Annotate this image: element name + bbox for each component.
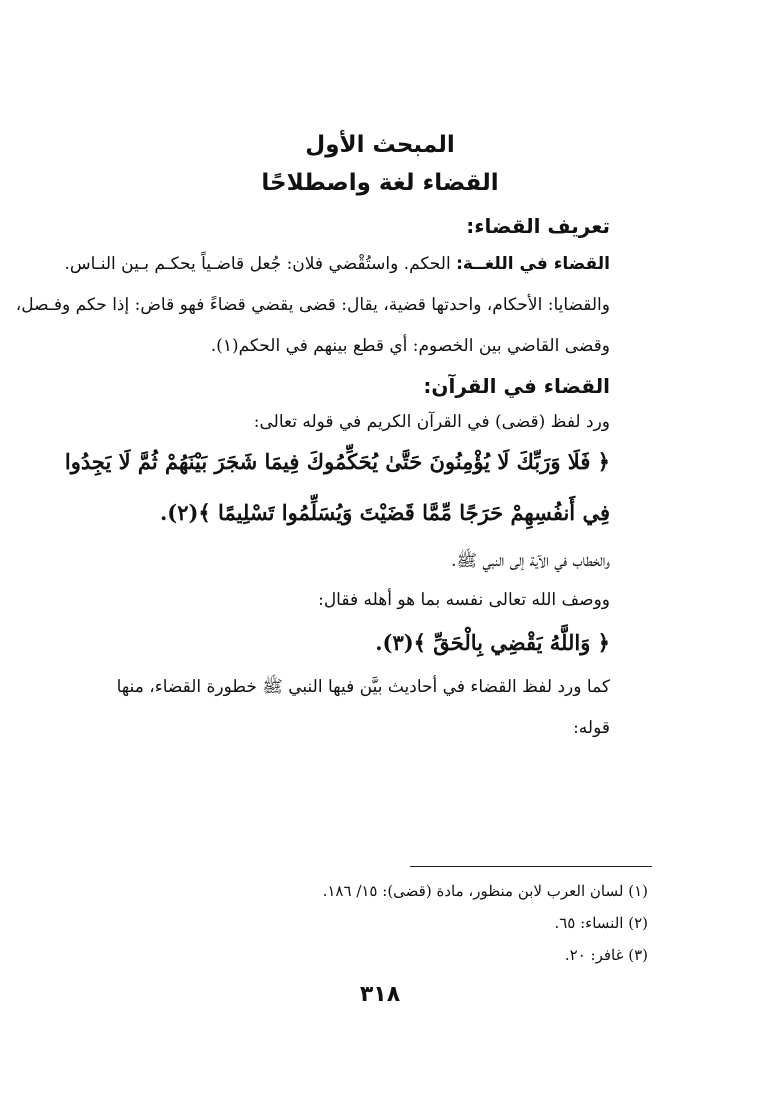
footnote-3: (٣) غافر: ٢٠. — [564, 946, 648, 964]
khitab-line: والخطاب في الآية إلى النبي ﷺ. — [451, 551, 610, 571]
verse-1-line-1: ﴿ فَلَا وَرَبِّكَ لَا يُؤْمِنُونَ حَتَّىٰ يُحَكِّمُوكَ فِيمَا شَجَرَ بَيْنَهُمْ ثُمَّ لَا يَجِدُوا — [64, 449, 610, 474]
footnote-1: (١) لسان العرب لابن منظور، مادة (قضى): ١٥/ ١٨٦. — [322, 882, 648, 900]
quran-intro: ورد لفظ (قضى) في القرآن الكريم في قوله تعالى: — [253, 412, 610, 432]
chapter-subtitle: القضاء لغة واصطلاحًا — [261, 170, 499, 196]
wasf-line: ووصف الله تعالى نفسه بما هو أهله فقال: — [318, 590, 610, 610]
paragraph-line-2: والقضايا: الأحكام، واحدتها قضية، يقال: قضى يقضي قضاءً فهو قاض: إذا حكم وفـصل، — [15, 295, 610, 315]
hadith-line-2: قوله: — [573, 718, 610, 738]
term-lang: القضاء في اللغــة: — [456, 254, 610, 274]
footnote-2: (٢) النساء: ٦٥. — [554, 914, 648, 932]
hadith-line-1: كما ورد لفظ القضاء في أحاديث بيَّن فيها النبي ﷺ خطورة القضاء، منها — [116, 677, 610, 697]
lang-definition: الحكم. واستُقْضي فلان: جُعل قاضـياً يحكـم بـين النـاس. — [64, 254, 451, 274]
section-heading-definition: تعريف القضاء: — [466, 214, 610, 238]
verse-2: ﴿ وَاللَّهُ يَقْضِي بِالْحَقِّ ﴾(٣). — [375, 630, 610, 655]
chapter-title: المبحث الأول — [305, 132, 455, 158]
section-heading-quran: القضاء في القرآن: — [423, 374, 610, 398]
verse-1-line-2: فِي أَنفُسِهِمْ حَرَجًا مِّمَّا قَضَيْتَ وَيُسَلِّمُوا تَسْلِيمًا ﴾(٢). — [159, 500, 610, 525]
paragraph-line-3: وقضى القاضي بين الخصوم: أي قطع بينهم في الحكم(١). — [210, 336, 610, 356]
footnote-separator — [410, 866, 652, 867]
paragraph-lang-line — [64, 254, 610, 274]
page-number: ٣١٨ — [359, 982, 401, 1007]
